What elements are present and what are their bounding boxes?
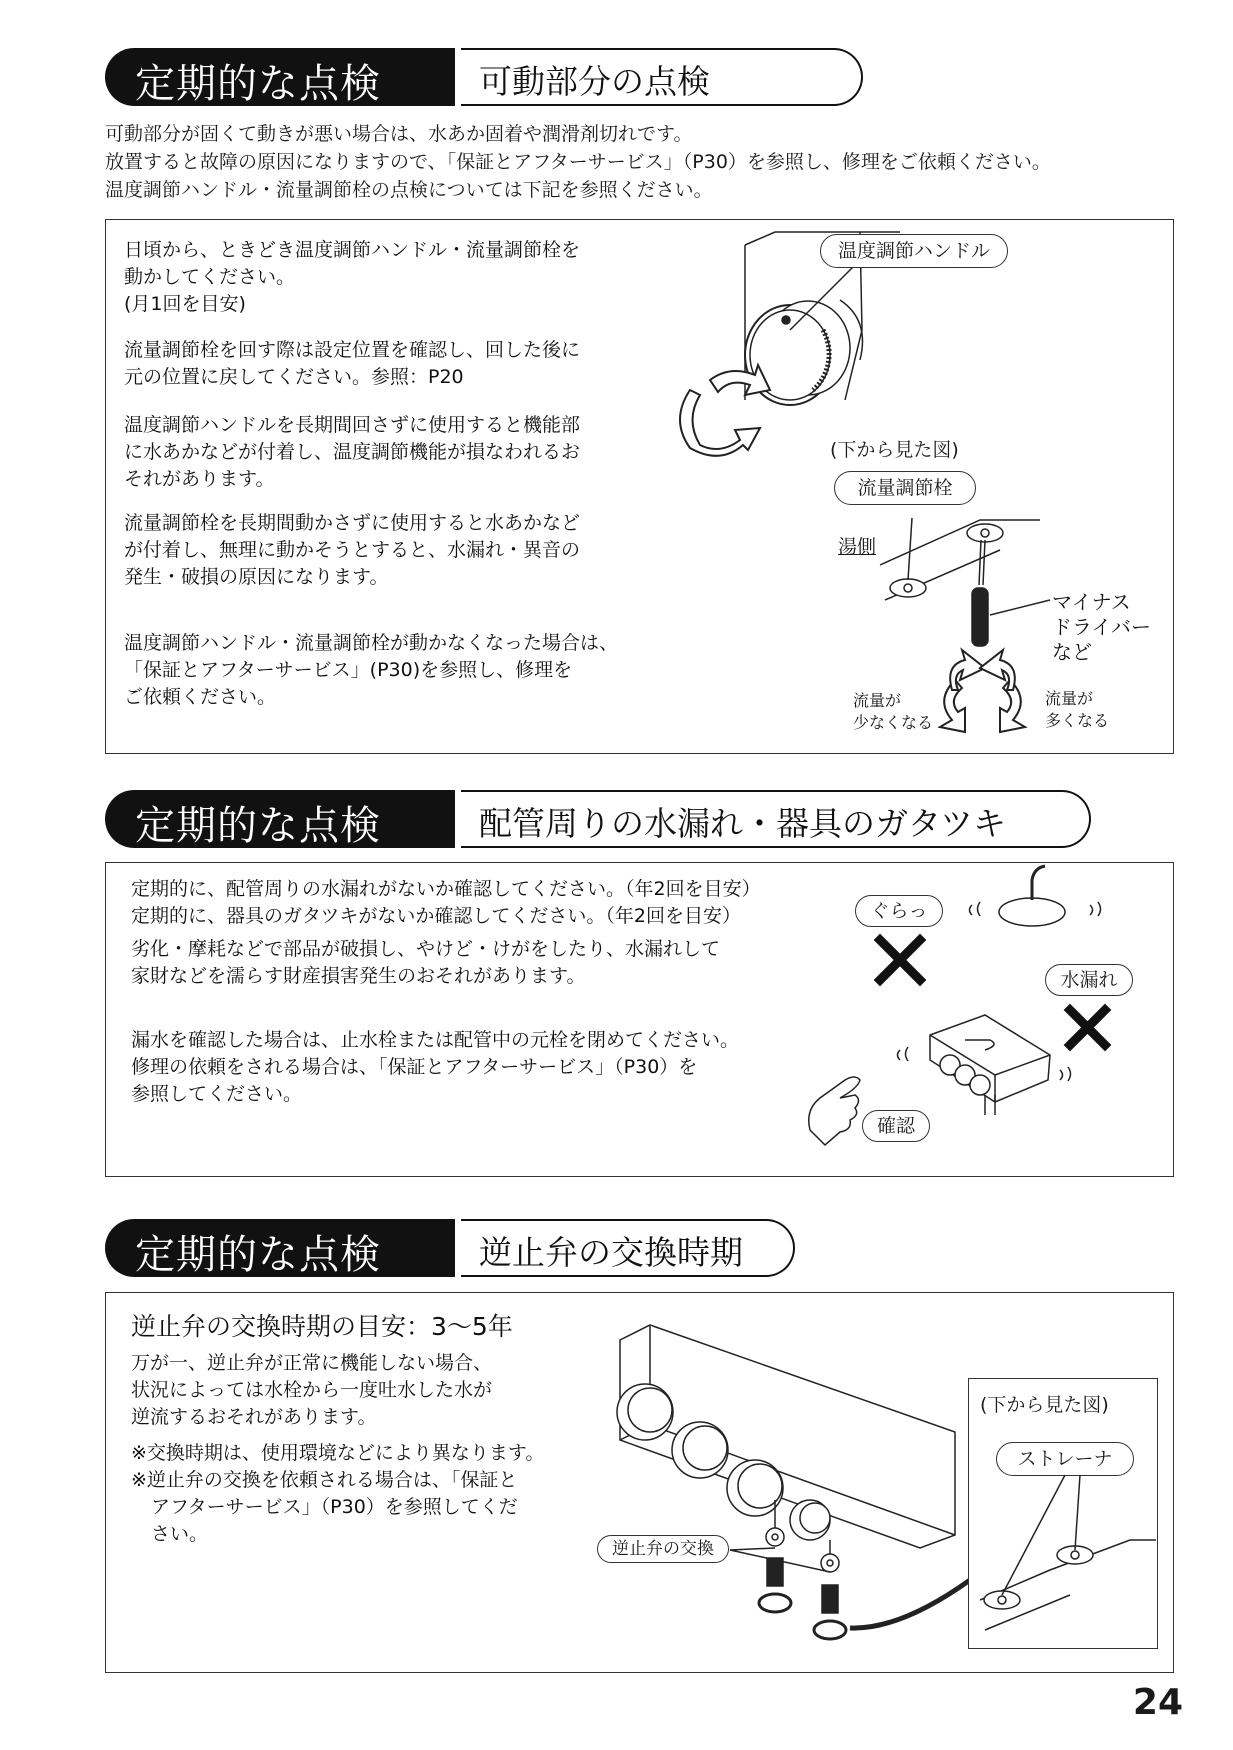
text-line: 温度調節ハンドル・流量調節栓が動かなくなった場合は、 (124, 632, 619, 654)
text-line: が付着し、無理に動かそうとすると、水漏れ・異音の (124, 539, 581, 561)
text-line: ※交換時期は、使用環境などにより異なります。 (131, 1442, 545, 1464)
text-line: 流量調節栓を長期間動かさずに使用すると水あかなど (124, 512, 581, 534)
hot-side-label: 湯側 (838, 536, 877, 558)
text-line: 少なくなる (853, 713, 934, 732)
text-line: 流量が (1045, 689, 1094, 708)
section2-title: 定期的な点検 (135, 803, 381, 849)
wobble-label: ぐらっ (855, 895, 943, 927)
text-line: 定期的に、器具のガタツキがないか確認してください。（年2回を目安） (131, 905, 742, 927)
text-line: ドライバー (1052, 615, 1151, 639)
section3-heading: 逆止弁の交換時期の目安：3～5年 (131, 1312, 513, 1341)
bottom-view-label-1: (下から見た図) (830, 439, 959, 461)
text-line: 多くなる (1045, 711, 1110, 730)
text-line: 元の位置に戻してください。参照：P20 (124, 366, 464, 388)
text-line: アフターサービス」（P30）を参照してくだ (151, 1496, 518, 1518)
text-line: (月1回を目安) (124, 293, 246, 315)
text-line: 定期的に、配管周りの水漏れがないか確認してください。（年2回を目安） (131, 878, 761, 900)
text-line: さい。 (151, 1523, 209, 1545)
section3-title: 定期的な点検 (135, 1232, 381, 1278)
strainer-label: ストレーナ (996, 1442, 1134, 1476)
section1-title: 定期的な点検 (135, 61, 381, 107)
section3-subtitle: 逆止弁の交換時期 (479, 1233, 743, 1272)
section1-subtitle: 可動部分の点検 (479, 62, 710, 101)
text-line: ご依頼ください。 (124, 686, 277, 708)
text-line: 状況によっては水栓から一度吐水した水が (131, 1379, 493, 1401)
leak-label: 水漏れ (1045, 964, 1133, 996)
bottom-view-label-2: (下から見た図) (980, 1394, 1109, 1416)
text-line: 発生・破損の原因になります。 (124, 566, 389, 588)
handle-label: 温度調節ハンドル (820, 234, 1008, 268)
text-line: マイナス (1052, 590, 1131, 614)
intro-line: 放置すると故障の原因になりますので、「保証とアフターサービス」（P30）を参照し、修理をご依頼ください。 (105, 151, 1051, 173)
section2-subtitle: 配管周りの水漏れ・器具のガタツキ (479, 804, 1007, 843)
text-line: 流量が (853, 691, 902, 710)
text-line: 逆流するおそれがあります。 (131, 1406, 377, 1428)
text-line: それがあります。 (124, 468, 275, 490)
check-label: 確認 (862, 1110, 930, 1142)
text-line: 参照してください。 (131, 1083, 303, 1105)
text-line: 劣化・摩耗などで部品が破損し、やけど・けがをしたり、水漏れして (131, 938, 721, 960)
text-line: 日頃から、ときどき温度調節ハンドル・流量調節栓を (124, 239, 581, 261)
flow-valve-label: 流量調節栓 (834, 471, 976, 505)
text-line: ※逆止弁の交換を依頼される場合は、「保証と (131, 1469, 518, 1491)
text-line: 流量調節栓を回す際は設定位置を確認し、回した後に (124, 339, 581, 361)
text-line: 温度調節ハンドルを長期間回さずに使用すると機能部 (124, 414, 581, 436)
text-line: 動かしてください。 (124, 266, 296, 288)
valve-replace-label: 逆止弁の交換 (597, 1535, 729, 1563)
intro-line: 可動部分が固くて動きが悪い場合は、水あか固着や潤滑剤切れです。 (105, 123, 693, 145)
text-line: など (1052, 640, 1092, 664)
text-line: 「保証とアフターサービス」(P30)を参照し、修理を (124, 659, 573, 681)
intro-line: 温度調節ハンドル・流量調節栓の点検については下記を参照ください。 (105, 179, 713, 201)
page-number: 24 (1132, 1682, 1183, 1723)
text-line: に水あかなどが付着し、温度調節機能が損なわれるお (124, 441, 581, 463)
text-line: 漏水を確認した場合は、止水栓または配管中の元栓を閉めてください。 (131, 1029, 740, 1051)
text-line: 修理の依頼をされる場合は、「保証とアフターサービス」（P30）を (131, 1056, 698, 1078)
text-line: 万が一、逆止弁が正常に機能しない場合、 (131, 1352, 493, 1374)
text-line: 家財などを濡らす財産損害発生のおそれがあります。 (131, 965, 586, 987)
